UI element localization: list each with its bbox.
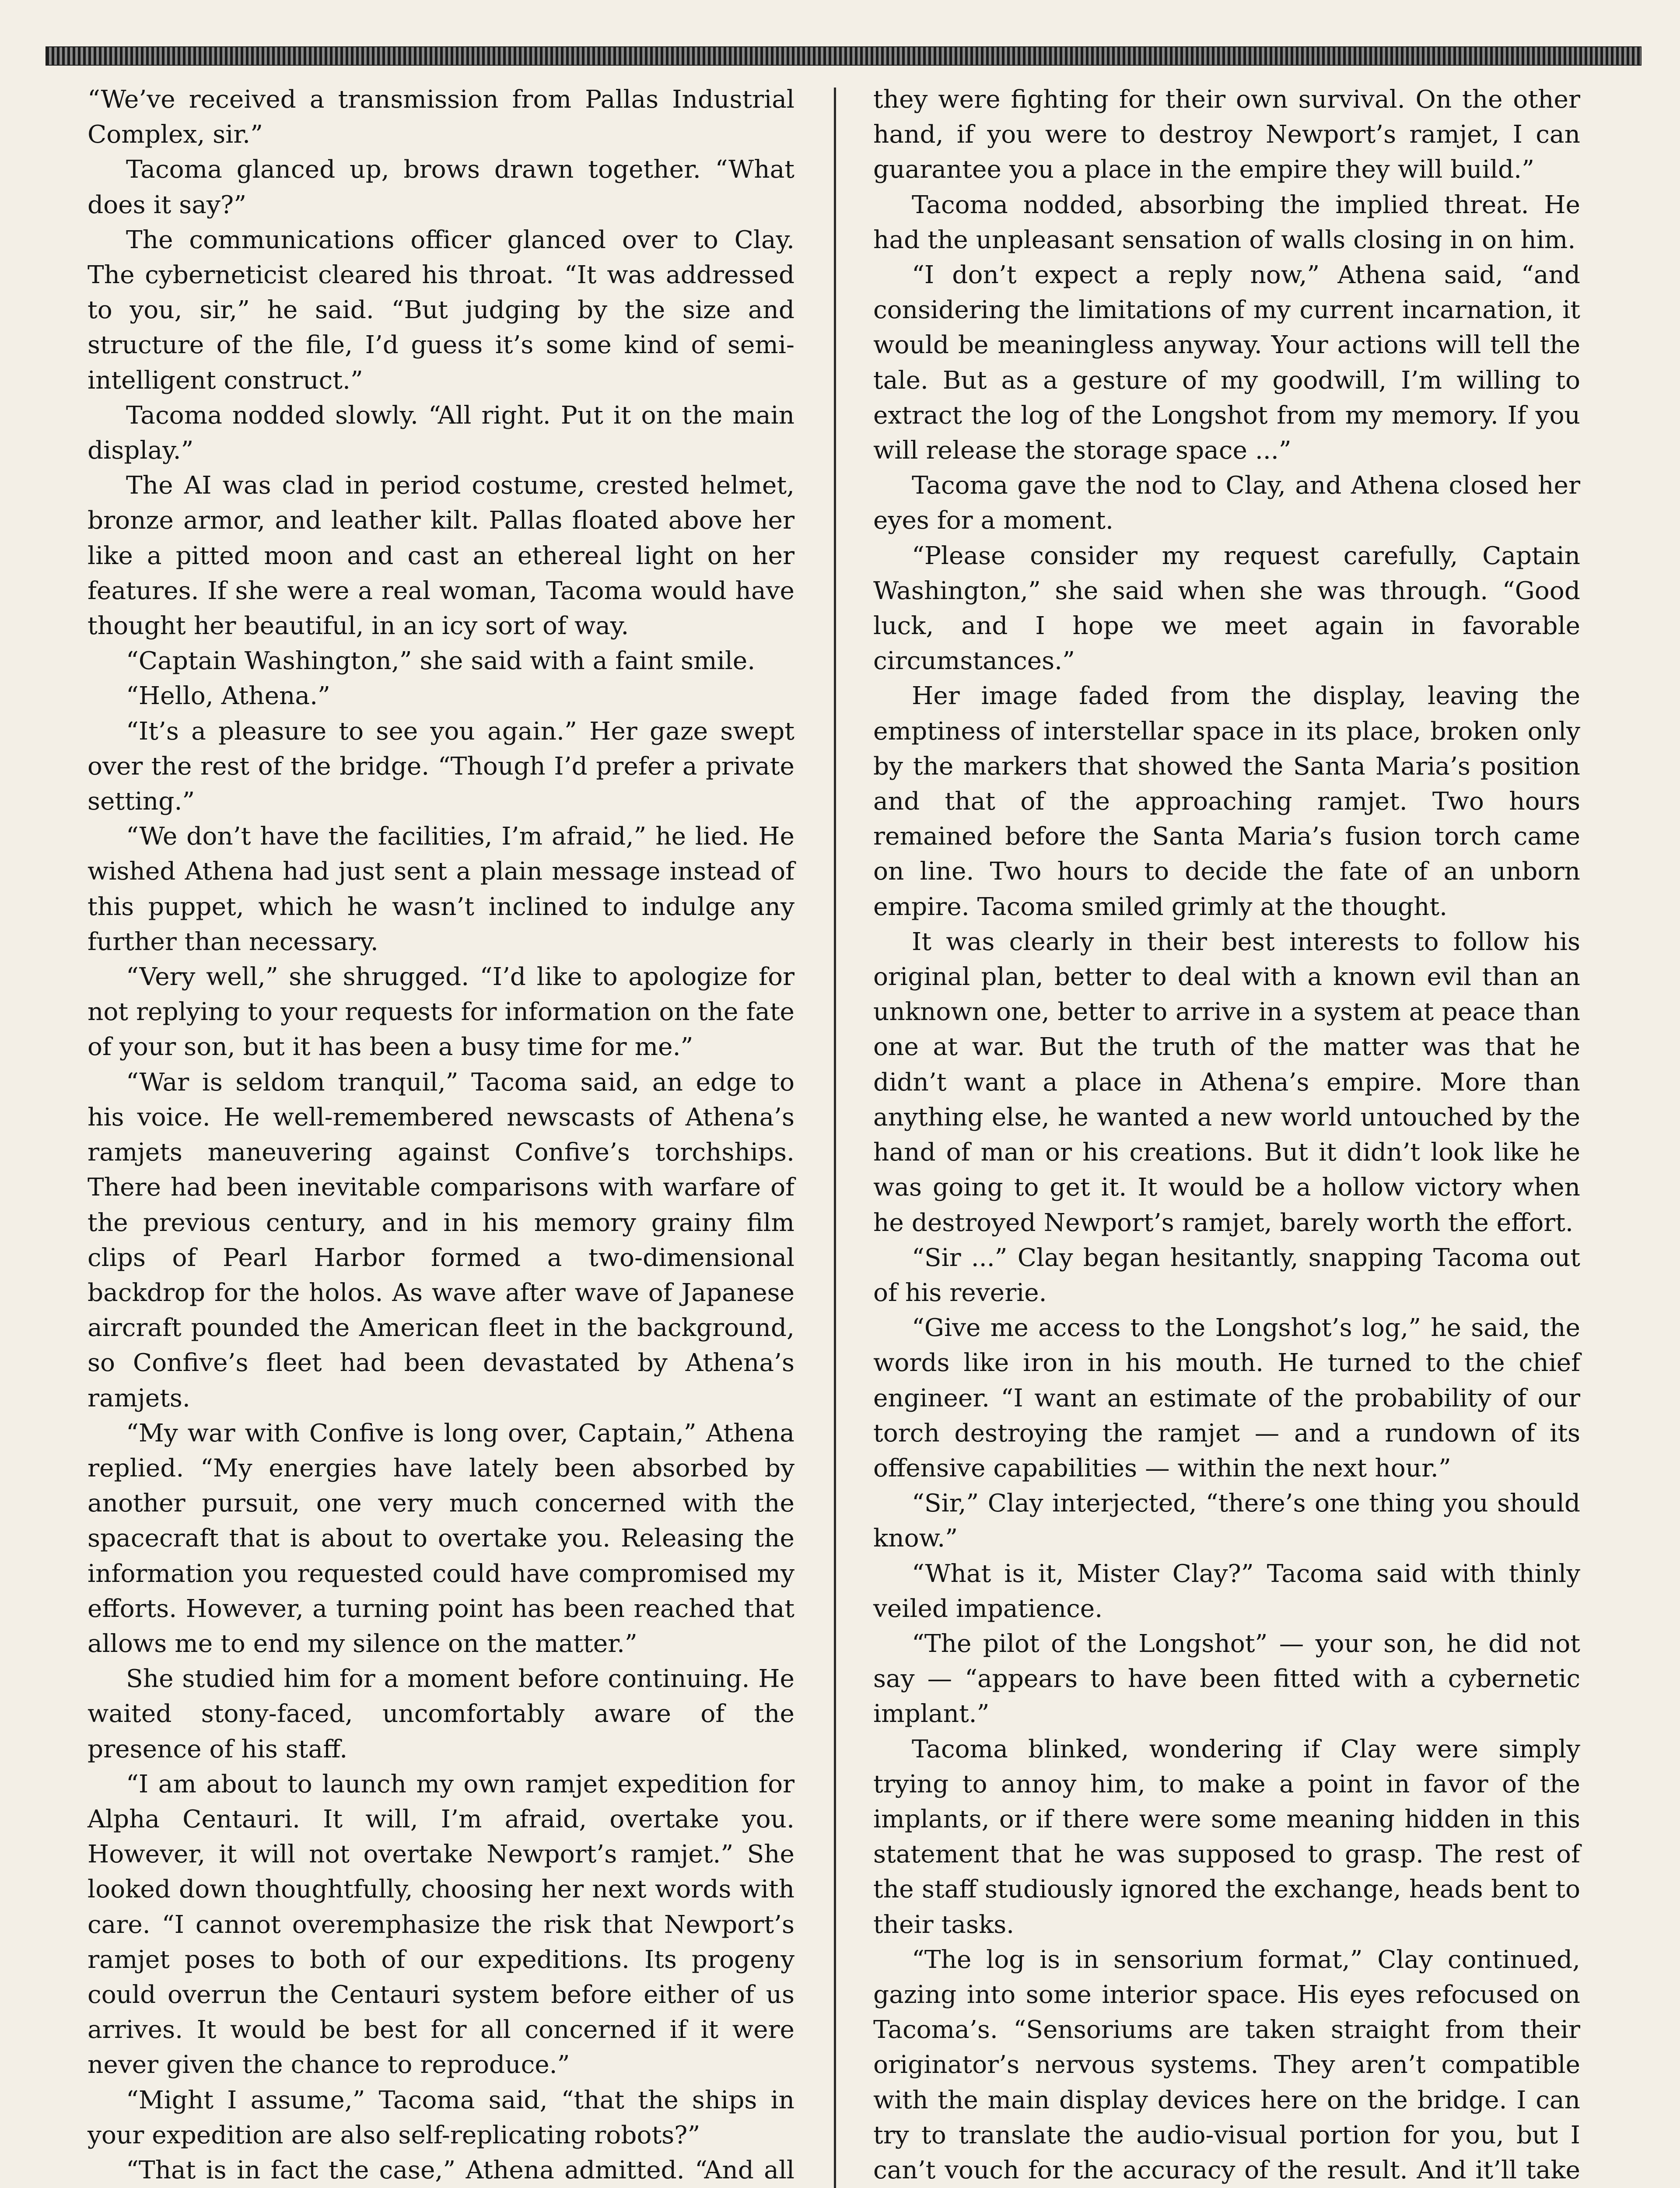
paragraph: “That is in fact the case,” Athena admitted. “And all — [126, 2156, 794, 2184]
paragraph: “The log is in sensorium format,” Clay continued, gazing into some interior space. His eyes refocused on Tacoma’s. “Sensoriums are taken straight from their originator’s nervous systems. They aren’t compatible with the main display devices here on the bridge. I can try to translate the audio-visual portion for you, but I can’t vouch for the accuracy of the result. And it’ll take — [873, 1945, 1580, 2184]
paragraph: “Hello, Athena.” — [126, 682, 330, 711]
paragraph: “The pilot of the Longshot” — your son, he did not say — “appears to have been fitted with a cybernetic implant.” — [873, 1629, 1580, 1729]
paragraph: She studied him for a moment before continuing. He waited stony-faced, uncomfortably aware of the presence of his staff. — [88, 1665, 794, 1764]
paragraph: “I don’t expect a reply now,” Athena said, “and considering the limitations of my current incarnation, it would be meaningless anyway. Your actions will tell the tale. But as a gesture of my goodwill, I’m willing to extract the log of the Longshot from my memory. If you will release the storage space ...” — [873, 261, 1580, 465]
top-decorative-rule — [46, 46, 1642, 66]
paragraph: “Sir,” Clay interjected, “there’s one thing you should know.” — [873, 1489, 1580, 1553]
paragraph: “War is seldom tranquil,” Tacoma said, an edge to his voice. He well-remembered newscasts of Athena’s ramjets maneuvering against Confive’s torchships. There had been inevitable comparisons with warfare of the previous century, and in his memory grainy film clips of Pearl Harbor formed a two-dimensional backdrop for the holos. As wave after wave of Japanese aircraft pounded the American fleet in the background, so Confive’s fleet had been devastated by Athena’s ramjets. — [88, 1068, 794, 1413]
paragraph: The communications officer glanced over to Clay. The cyberneticist cleared his throat. “It was addressed to you, sir,” he said. “But judging by the size and structure of the file, I’d guess it’s some kind of semi-intelligent construct.” — [88, 225, 794, 395]
paragraph: Tacoma nodded, absorbing the implied threat. He had the unpleasant sensation of walls closing in on him. — [873, 190, 1580, 254]
paragraph: It was clearly in their best interests to follow his original plan, better to deal with a known evil than an unknown one, better to arrive in a system at peace than one at war. But the truth of the matter was that he didn’t want a place in Athena’s empire. More than anything else, he wanted a new world untouched by the hand of man or his creations. But it didn’t look like he was going to get it. It would be a hollow victory when he destroyed Newport’s ramjet, barely worth the effort. — [873, 927, 1580, 1237]
paragraph: Tacoma gave the nod to Clay, and Athena closed her eyes for a moment. — [873, 471, 1580, 535]
paragraph: “Please consider my request carefully, Captain Washington,” she said when she was through. “Good luck, and I hope we meet again in favorable circumstances.” — [873, 541, 1580, 676]
paragraph: Her image faded from the display, leaving the emptiness of interstellar space in its place, broken only by the markers that showed the Santa Maria’s position and that of the approaching ramjet. Two hours remained before the Santa Maria’s fusion torch came on line. Two hours to decide the fate of an unborn empire. Tacoma smiled grimly at the thought. — [873, 682, 1580, 921]
left-text-column — [88, 82, 794, 2188]
paragraph: “Sir ...” Clay began hesitantly, snapping Tacoma out of his reverie. — [873, 1243, 1580, 1307]
paragraph: “My war with Confive is long over, Captain,” Athena replied. “My energies have lately been absorbed by another pursuit, one very much concerned with the spacecraft that is about to overtake you. Releasing the information you requested could have compromised my efforts. However, a turning point has been reached that allows me to end my silence on the matter.” — [88, 1419, 794, 1658]
paragraph: “Give me access to the Longshot’s log,” he said, the words like iron in his mouth. He turned to the chief engineer. “I want an estimate of the probability of our torch destroying the ramjet — and a rundown of its offensive capabilities — within the next hour.” — [873, 1314, 1580, 1483]
paragraph: “We’ve received a transmission from Pallas Industrial Complex, sir.” — [88, 85, 794, 149]
paragraph: The AI was clad in period costume, crested helmet, bronze armor, and leather kilt. Pallas floated above her like a pitted moon and cast an ethereal light on her features. If she were a real woman, Tacoma would have thought her beautiful, in an icy sort of way. — [88, 471, 794, 641]
column-divider — [834, 88, 836, 2188]
paragraph: “Very well,” she shrugged. “I’d like to apologize for not replying to your requests for information on the fate of your son, but it has been a busy time for me.” — [88, 963, 794, 1062]
paragraph: “I am about to launch my own ramjet expedition for Alpha Centauri. It will, I’m afraid, overtake you. However, it will not overtake Newport’s ramjet.” She looked down thoughtfully, choosing her next words with care. “I cannot overemphasize the risk that Newport’s ramjet poses to both of our expeditions. Its progeny could overrun the Centauri system before either of us arrives. It would be best for all concerned if it were never given the chance to reproduce.” — [88, 1770, 794, 2079]
paragraph: “Might I assume,” Tacoma said, “that the ships in your expedition are also self-replicating robots?” — [88, 2086, 794, 2149]
paragraph: “Captain Washington,” she said with a faint smile. — [126, 647, 756, 676]
paragraph: they were fighting for their own survival. On the other hand, if you were to destroy Newport’s ramjet, I can guarantee you a place in the empire they will build.” — [873, 85, 1580, 184]
paragraph: “We don’t have the facilities, I’m afraid,” he lied. He wished Athena had just sent a plain message instead of this puppet, which he wasn’t inclined to indulge any further than necessary. — [88, 822, 794, 956]
right-text-column — [873, 82, 1580, 2188]
paragraph: Tacoma glanced up, brows drawn together. “What does it say?” — [88, 155, 794, 219]
paragraph: Tacoma blinked, wondering if Clay were simply trying to annoy him, to make a point in favor of the implants, or if there were some meaning hidden in this statement that he was supposed to grasp. The rest of the staff studiously ignored the exchange, heads bent to their tasks. — [873, 1735, 1580, 1939]
paragraph: Tacoma nodded slowly. “All right. Put it on the main display.” — [88, 401, 794, 465]
paragraph: “What is it, Mister Clay?” Tacoma said with thinly veiled impatience. — [873, 1559, 1580, 1623]
paragraph: “It’s a pleasure to see you again.” Her gaze swept over the rest of the bridge. “Though I’d prefer a private setting.” — [88, 717, 794, 816]
